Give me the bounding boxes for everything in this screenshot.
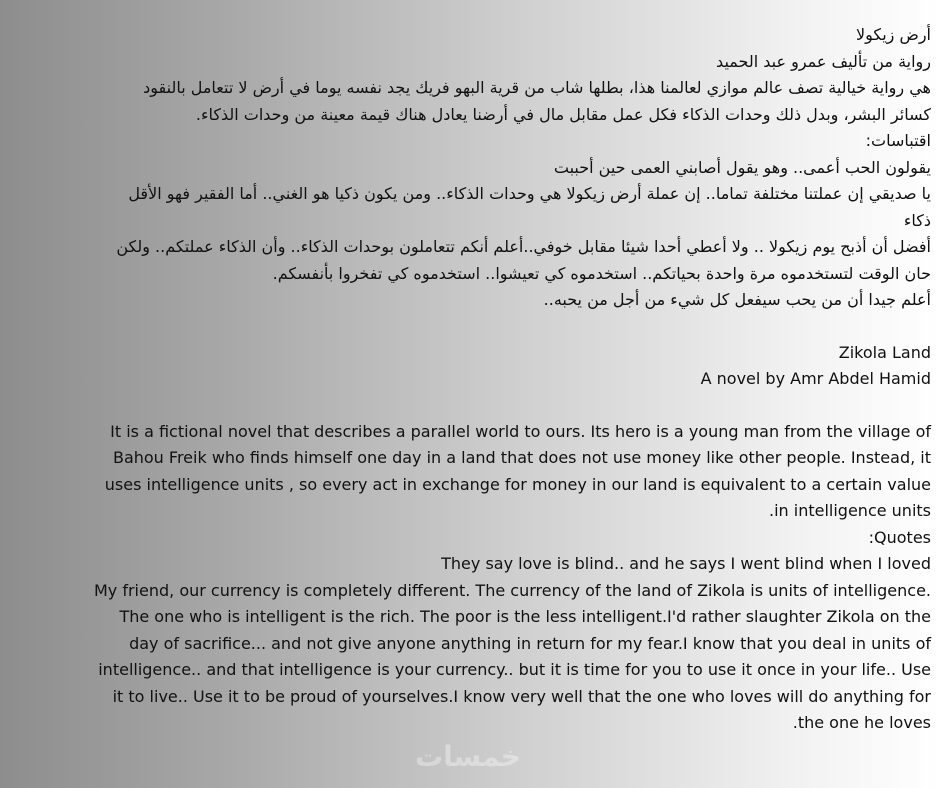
arabic-quote-line: يا صديقي إن عملتنا مختلفة تماما.. إن عملة أرض زيكولا هي وحدات الذكاء.. ومن يكون ذكيا هو الغني.. أما الفقير فهو الأقل	[128, 184, 931, 203]
english-quote-line: They say love is blind.. and he says I went blind when I loved	[441, 554, 931, 573]
english-title: Zikola Land	[838, 342, 931, 362]
english-quote-line: intelligence.. and that intelligence is your currency.. but it is time for you to use it once in your life.. Use	[98, 660, 931, 679]
watermark-logo: خمسات	[414, 740, 522, 773]
section-spacer	[8, 393, 931, 419]
arabic-quote-line: أعلم جيدا أن من يحب سيفعل كل شيء من أجل من يحبه..	[543, 290, 931, 309]
arabic-quote-line: يقولون الحب أعمى.. وهو يقول أصابني العمى حين أحببت	[553, 157, 931, 177]
section-spacer	[8, 314, 931, 340]
english-quote-line: .the one he loves	[792, 713, 931, 732]
arabic-quote-line: أفضل أن أذبح يوم زيكولا .. ولا أعطي أحدا شيئا مقابل خوفي..أعلم أنكم تتعاملون بوحدات الذكاء.. وأن الذكاء عملتكم.. ولكن	[116, 237, 931, 256]
english-description-line: It is a fictional novel that describes a parallel world to ours. Its hero is a young man from the village of	[110, 421, 931, 441]
english-description-line: .in intelligence units	[769, 501, 931, 520]
english-quote-line: day of sacrifice... and not give anyone anything in return for my fear.I know that you deal in units of	[129, 633, 931, 653]
english-description-line: uses intelligence units , so every act in exchange for money in our land is equivalent to a certain value	[104, 474, 931, 494]
english-description-line: Bahou Freik who finds himself one day in a land that does not use money like other people. Instead, it	[112, 448, 931, 467]
arabic-description-line: هي رواية خيالية تصف عالم موازي لعالمنا هذا، بطلها شاب من قرية البهو فريك يجد نفسه يوما في أرض لا تتعامل بالنقود	[143, 78, 931, 97]
english-title-section	[8, 340, 931, 393]
arabic-title: أرض زيكولا	[855, 25, 931, 44]
english-body-section	[8, 419, 931, 737]
arabic-quotes-heading: اقتباسات:	[865, 131, 931, 150]
english-quote-line: it to live.. Use it to be proud of yourselves.I know very well that the one who loves will do anything for	[112, 686, 931, 706]
arabic-author: رواية من تأليف عمرو عبد الحميد	[716, 51, 931, 71]
english-quotes-heading: :Quotes	[868, 527, 931, 547]
arabic-quote-line: ذكاء	[903, 210, 931, 230]
document-body	[8, 22, 931, 737]
arabic-description-line: كسائر البشر، وبدل ذلك وحدات الذكاء فكل عمل مقابل مال في أرضنا يعادل هناك قيمة معينة من وحدات الذكاء.	[195, 104, 931, 124]
arabic-section	[8, 22, 931, 314]
english-quote-line: My friend, our currency is completely different. The currency of the land of Zikola is units of intelligence.	[93, 580, 931, 600]
english-author: A novel by Amr Abdel Hamid	[700, 369, 931, 388]
arabic-quote-line: حان الوقت لتستخدموه مرة واحدة بحياتكم.. استخدموه كي تعيشوا.. استخدموه كي تفخروا بأنفسكم.	[272, 263, 931, 283]
english-quote-line: The one who is intelligent is the rich. The poor is the less intelligent.I'd rather slaughter Zikola on the	[119, 607, 931, 626]
